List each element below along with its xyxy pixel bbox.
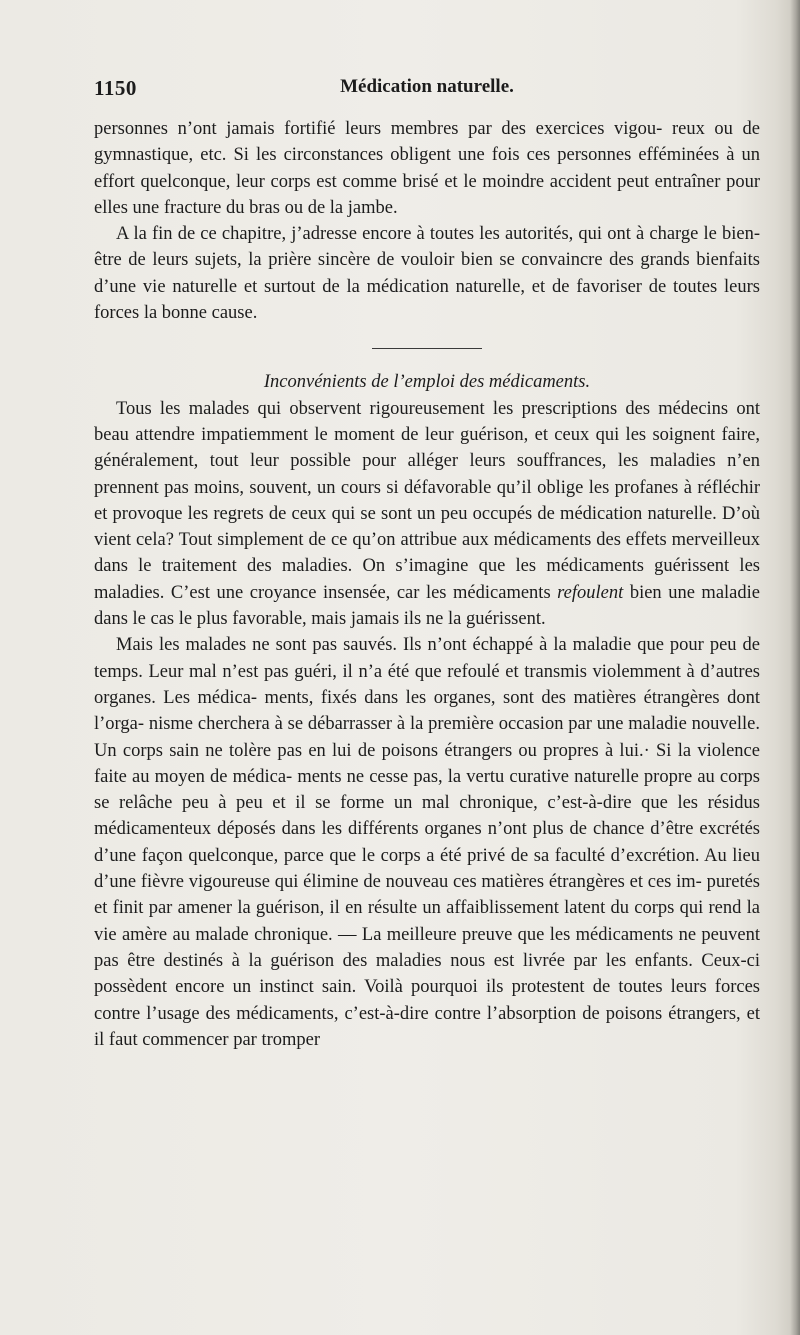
paragraph-3-italic-word: refoulent xyxy=(557,582,624,603)
page-number: 1150 xyxy=(94,76,137,100)
page-body xyxy=(94,116,760,1053)
page-header xyxy=(94,76,760,106)
running-title: Médication naturelle. xyxy=(340,76,514,97)
paragraph-3-text-end: bien une maladie dans le cas le plus favorable, mais jamais ils ne la guérissent. xyxy=(94,582,760,630)
paragraph-3 xyxy=(94,396,760,633)
section-divider xyxy=(372,348,482,349)
paragraph-1: personnes n’ont jamais fortifié leurs membres par des exercices vigou- reux ou de gymnastique, etc. Si les circonstances obligent une fois ces personnes efféminées à un effort quelconque, leur corps est comme brisé et le moindre accident peut entraîner pour elles une fracture du bras ou de la jambe. xyxy=(94,119,760,218)
page-edge-shadow xyxy=(790,0,800,1335)
section-title: Inconvénients de l’emploi des médicaments. xyxy=(263,372,591,393)
paragraph-4: Mais les malades ne sont pas sauvés. Ils n’ont échappé à la maladie que pour peu de temps. Leur mal n’est pas guéri, il n’a été que refoulé et transmis violemment à d’autres organes. Les médica- ments, fixés dans les organes, sont des matières étrangères dont l’orga- nisme cherchera à se débarrasser à la première occasion par une maladie nouvelle. Un corps sain ne tolère pas en lui de poisons étrangers ou propres à lui.· Si la violence faite au moyen de médica- ments ne cesse pas, la vertu curative naturelle propre au corps se relâche peu à peu et il se forme un mal chronique, c’est-à-dire que les résidus médicamenteux déposés dans les différents organes n’ont plus de chance d’être excrétés d’une façon quelconque, parce que le corps a été privé de sa faculté d’excrétion. Au lieu d’une fièvre vigoureuse qui élimine de nouveau ces matières étrangères et ces im- puretés et finit par amener la guérison, il en résulte un affaiblissement latent du corps qui rend la vie amère au malade chronique. — La meilleure preuve que les médicaments ne peuvent pas être destinés à la guérison des maladies nous est livrée par les enfants. Ceux-ci possèdent encore un instinct sain. Voilà pourquoi ils protestent de toutes leurs forces contre l’usage des médicaments, c’est-à-dire contre l’absorption de poisons étrangers, et il faut commencer par tromper xyxy=(94,635,760,1050)
paragraph-2: A la fin de ce chapitre, j’adresse encore à toutes les autorités, qui ont à charge le bien-être de leurs sujets, la prière sincère de vouloir bien se convaincre des grands bienfaits d’une vie naturelle et surtout de la médication naturelle, et de favoriser de toutes leurs forces la bonne cause. xyxy=(94,224,760,324)
paragraph-3-text-start: Tous les malades qui observent rigoureusement les prescriptions des médecins ont beau attendre impatiemment le moment de leur guérison, et ceux qui les soignent faire, généralement, tout leur possible pour alléger leurs souffrances, les maladies n’en prennent pas moins, souvent, un cours si défavorable qu’il oblige les profanes à réfléchir et provoque les regrets de ceux qui se sont un peu occupés de médication naturelle. D’où vient cela? Tout simplement de ce qu’on attribue aux médicaments des effets merveilleux dans le traitement des maladies. On s’imagine que les médicaments guérissent les maladies. C’est une croyance insensée, car les médicaments xyxy=(94,398,760,603)
